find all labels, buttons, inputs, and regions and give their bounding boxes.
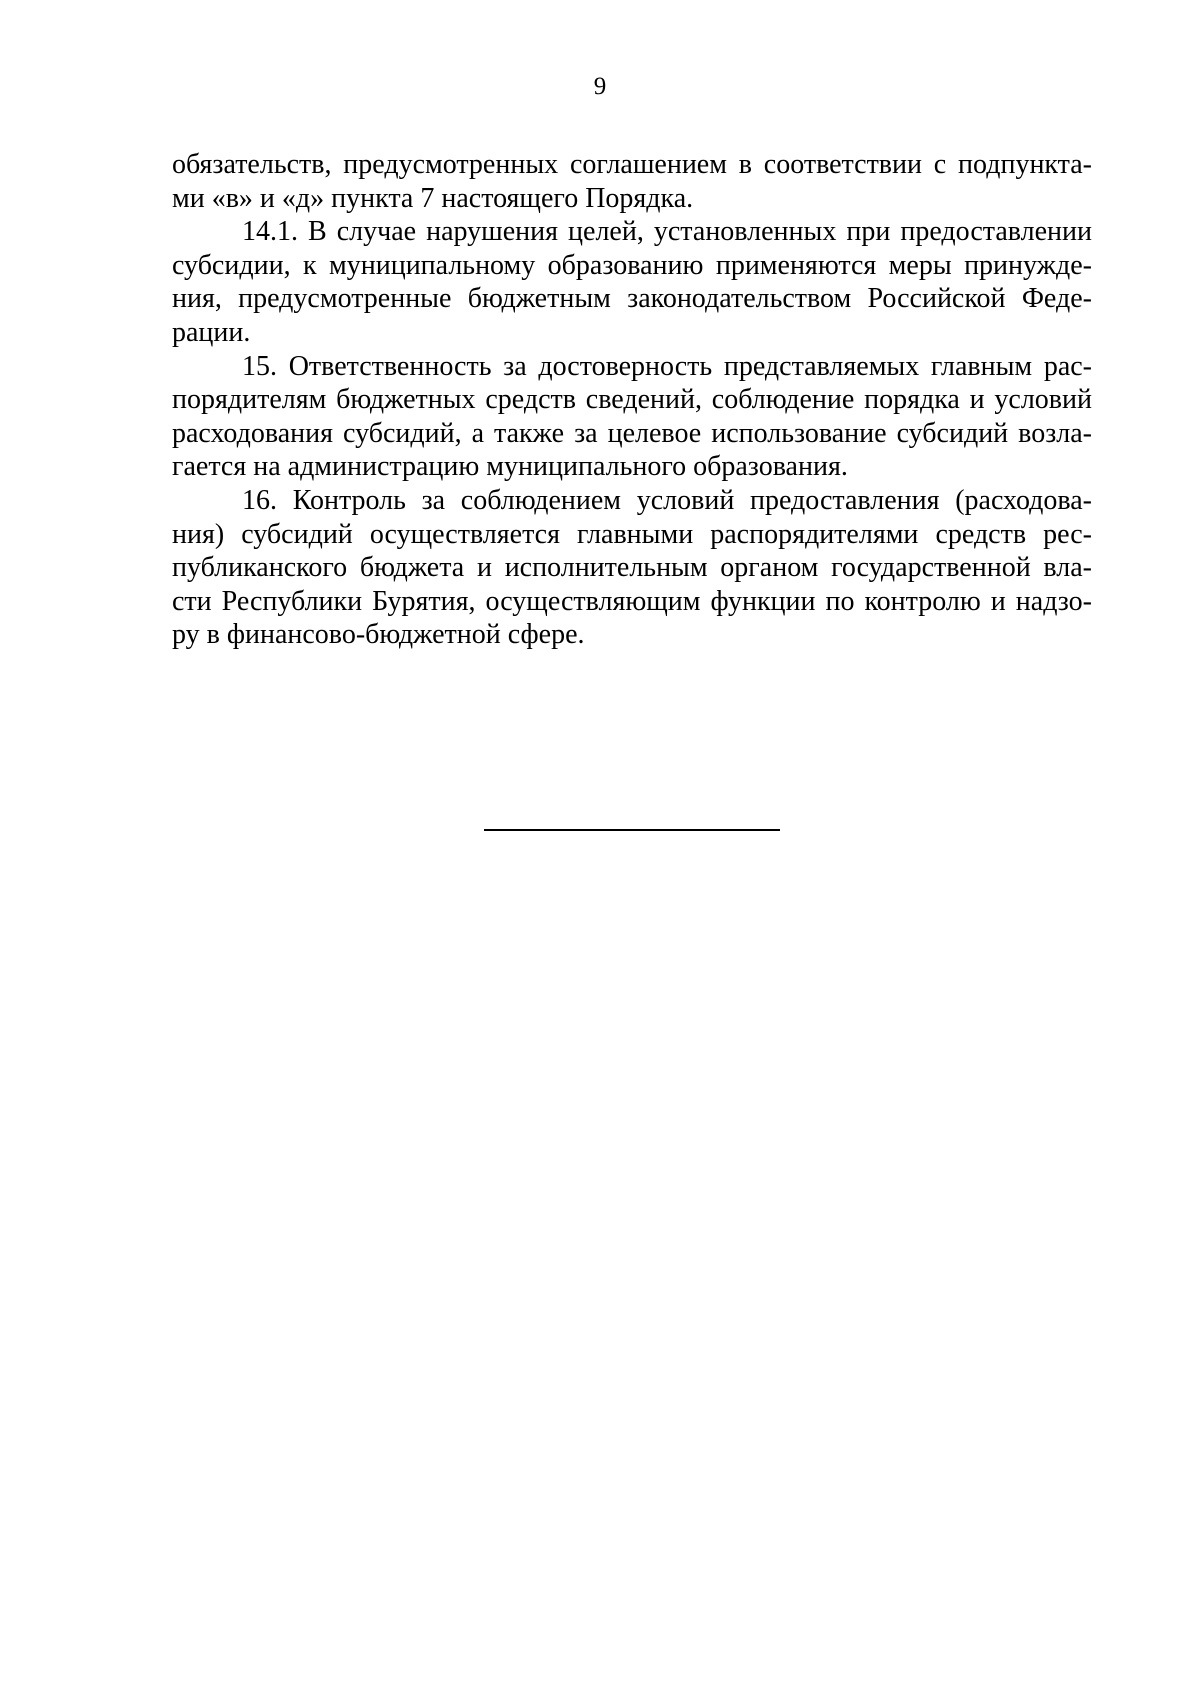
text-line: порядителям бюджетных средств сведений, соблюдение порядка и условий	[172, 384, 1092, 416]
text-line: субсидии, к муниципальному образованию применяются меры принужде-	[172, 249, 1092, 281]
paragraph-first-line: 16. Контроль за соблюдением условий предоставления (расходова-	[242, 484, 1092, 516]
text-line: сти Республики Бурятия, осуществляющим функции по контролю и надзо-	[172, 585, 1092, 617]
paragraph-first-line: 15. Ответственность за достоверность представляемых главным рас-	[242, 350, 1092, 382]
text-line: обязательств, предусмотренных соглашением в соответствии с подпункта-	[172, 149, 1092, 180]
page-number: 9	[593, 73, 607, 100]
text-line: публиканского бюджета и исполнительным органом государственной вла-	[172, 552, 1092, 584]
text-line: рации.	[172, 316, 251, 348]
text-line: ния) субсидий осуществляется главными распорядителями средств рес-	[172, 518, 1092, 550]
text-line: ния, предусмотренные бюджетным законодательством Российской Феде-	[172, 283, 1092, 315]
text-line: ру в финансово-бюджетной сфере.	[172, 619, 585, 651]
text-line: ми «в» и «д» пункта 7 настоящего Порядка.	[172, 182, 694, 214]
end-separator-line	[484, 829, 780, 831]
text-line: расходования субсидий, а также за целевое использование субсидий возла-	[172, 417, 1092, 449]
text-line: гается на администрацию муниципального образования.	[172, 451, 848, 483]
document-body	[172, 148, 1092, 652]
paragraph-first-line: 14.1. В случае нарушения целей, установленных при предоставлении	[242, 216, 1092, 248]
